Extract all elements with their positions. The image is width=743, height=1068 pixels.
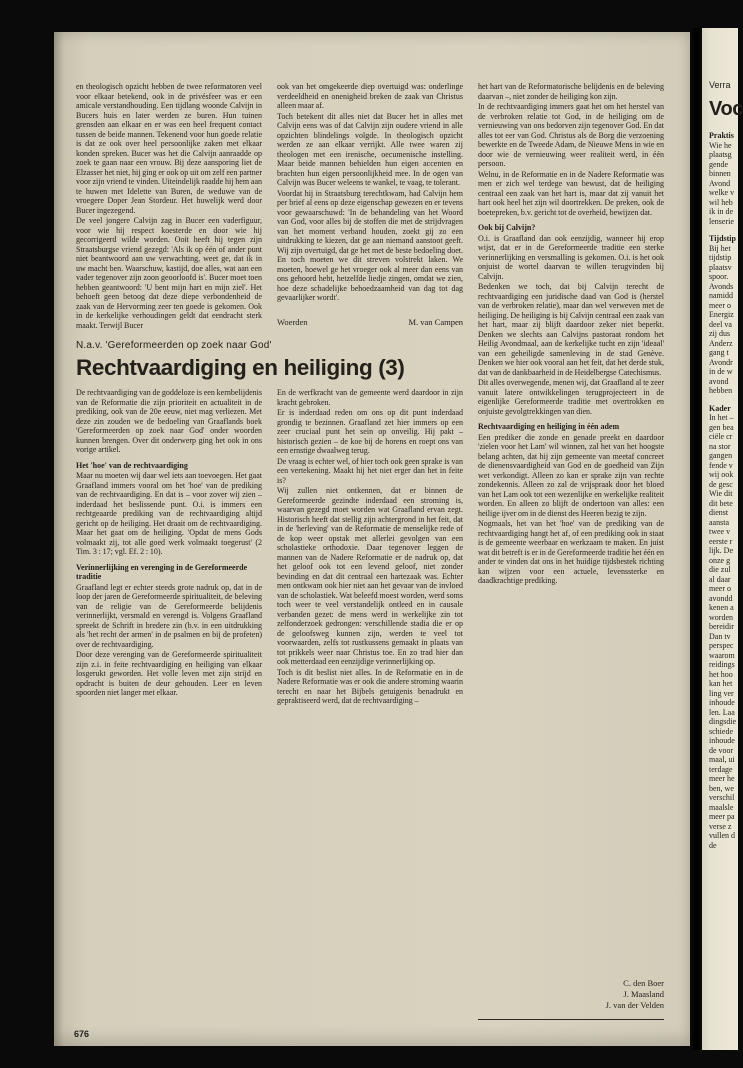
clipped-text-line: wil heb [709, 197, 733, 207]
clipped-text-line: kan het [709, 679, 733, 688]
clipped-text-line: zij dus [709, 329, 731, 338]
clipped-text-line: gende [709, 159, 729, 169]
signature-line: C. den Boer [623, 978, 664, 988]
paragraph: De rechtvaardiging van de goddeloze is een kernbelijdenis van de Reformatie die zijn prioriteit en actualiteit in de prediking, ook van de 20e eeuw, niet mag verliezen. Met deze zin zouden we de bedoeling van Graaflands boek 'Gereformeerden op zoek naar God' onder woorden kunnen brengen. Over dit onderwerp ging het ook in ons vorige artikel. [76, 388, 262, 454]
clipped-text-line: die zul [709, 565, 731, 574]
page-number: 676 [74, 1029, 90, 1039]
right-page-section-lines [709, 244, 738, 396]
right-page-subhead: Kader [709, 403, 731, 413]
clipped-text-line: Dan tv [709, 631, 731, 641]
article-end-rule [478, 1019, 664, 1020]
clipped-text-line: avondd [709, 593, 733, 603]
clipped-text-line: terdage [709, 764, 733, 774]
section-subhead: Het 'hoe' van de rechtvaardiging [76, 460, 188, 470]
right-page-section-lines [709, 141, 738, 227]
clipped-text-line: dingsdie [709, 717, 737, 726]
clipped-text-line: Avondr [709, 357, 733, 367]
signature-author: M. van Campen [408, 316, 463, 327]
paragraph: Wij zullen niet ontkennen, dat er binnen de Gereformeerde gezindte inderdaad een stroming is, waarvan gezegd moet worden wat Graafland ervan zegt. Historisch heeft dat stellig zijn achtergrond in het feit, dat in de 'herleving' van de Reformatie de menselijke rede of de kop weer opstak met allerlei gevolgen van een scholastieke orthodoxie. Daar tegenover leggen de mannen van de Nadere Reformatie er de nadruk op, dat het geloof ook tot een levend geloof, niet zonder bevinding en dat dit centraal een hartezaak was. Echter men ontkwam ook hier niet aan het gevaar van de invloed van de scholastiek. Wat beleefd moest worden, werd soms toch weer te veel verstandelijk ontleed en in causale verbanden gezet: de mens werd in werkelijke zin tot zelfonderzoek gedrongen: verschillende stadia die er op de geloofsweg kunnen zijn, werden te veel tot voorwaarden, zelfs tot rustkussens gemaakt in plaats van tot prikkels weer naar Christus toe. En zo trad hier dan ook metterdaad een eenzijdige verinnerlijking op. [277, 486, 463, 666]
main-article-column-1 [76, 388, 262, 1022]
clipped-text-line: binnen [709, 169, 731, 178]
signature-line: J. van der Velden [605, 1000, 664, 1010]
scanned-page-right-partial [702, 28, 743, 1050]
clipped-text-line: ik in de [709, 207, 733, 216]
clipped-text-line: reidings [709, 660, 735, 669]
paragraph: Bedenken we toch, dat bij Calvijn terecht de rechtvaardiging een juridische daad van God is (herstel van de verbroken relatie), maar dan wel verweven met de heiliging. De heiliging is bij Calvijn centraal een zaak van het hart, maar zij blijft daardoor zeker niet beperkt. Denken we slechts aan Calvijns pastoraat rondom het Heilig Avondmaal, aan de kerkelijke tucht en zijn 'ideaal' van een geheiligde samenleving in de stad Genève. Denken we hier ook vooral aan het feit, dat het derde stuk, dat van de dankbaarheid in de Heidelbergse Catechismus. [478, 282, 664, 377]
right-page-subhead: Tijdstip [709, 234, 736, 243]
clipped-text-line: schiede [709, 726, 733, 736]
clipped-text-line: meer he [709, 774, 735, 783]
paragraph: Nogmaals, het van het 'hoe' van de prediking van de rechtvaardiging hangt het af, of een prediking ook in staat is de gemeente weerbaar en werkzaam te maken. En juist wat dit betreft is er in de Gereformeerde traditie het één en ander te vinden dat ons in het huidige tijdsbestek richting kan wijzen voor een actuele, levenssterke en daadkrachtige prediking. [478, 519, 664, 585]
main-article-column-2 [277, 388, 463, 1022]
clipped-text-line: Avonds [709, 281, 734, 291]
clipped-text-line: dienst [709, 508, 729, 517]
clipped-text-line: lenserie [709, 216, 734, 226]
paragraph: Welnu, in de Reformatie en in de Nadere Reformatie was men er zich wel terdege van bewust, dat de heiliging centraal een zaak van het hart is, maar dat zij vanuit het hart ook heel het zijn wil doortrekken. De preken, ook de boetepreken, b.v. gericht tot de overheid, bewijzen dat. [478, 169, 664, 217]
section-subhead: Verinnerlijking en verenging in de Gereformeerde traditie [76, 562, 248, 581]
right-page-section-lines [709, 413, 738, 850]
clipped-text-line: tijdstip [709, 253, 732, 262]
clipped-text-line: al daar [709, 574, 731, 584]
clipped-text-line: perspec [709, 641, 734, 650]
clipped-text-line: In het – [709, 413, 734, 422]
clipped-text-line: dit bete [709, 498, 733, 508]
clipped-text-line: verschil [709, 793, 735, 802]
clipped-text-line: gang t [709, 348, 729, 357]
clipped-text-line: waarom [709, 650, 735, 660]
clipped-text-line: meer pa [709, 812, 735, 821]
clipped-text-line: het hoo [709, 669, 733, 679]
clipped-text-line: plaatsv [709, 262, 732, 272]
clipped-text-line: len. Laa [709, 707, 735, 717]
paragraph: ook van het omgekeerde diep overtuigd was: onderlinge verdeeldheid en onenigheid breken de zaak van Christus alleen maar af. [277, 82, 463, 110]
article-kicker: N.a.v. 'Gereformeerden op zoek naar God' [76, 340, 272, 351]
right-page-subhead: Praktis [709, 131, 734, 140]
top-article-column-1 [76, 82, 262, 330]
book-gutter-shadow [690, 28, 702, 1050]
paragraph: Graafland legt er echter steeds grote nadruk op, dat in de loop der jaren de Gereformeerde spiritualiteit, de beleving van de religie van de Gereformeerde belijdenis verinnerlijkt, versmald en verengd is. Volgens Graafland spreekt de Schrift in bredere zin (b.v. in een uitdrukking als 'het recht der armen' in de psalmen en bij de profeten) over de rechtvaardiging. [76, 582, 262, 649]
top-article-signature-row [277, 317, 463, 327]
clipped-text-line: meer o [709, 584, 731, 593]
main-article-column-3 [478, 82, 664, 1022]
clipped-text-line: spoor. [709, 272, 729, 281]
section-subhead: Ook bij Calvijn? [478, 223, 536, 232]
clipped-text-line: inhoude [709, 698, 735, 707]
clipped-text-line: meer o [709, 300, 731, 310]
section-subhead: Rechtvaardiging en heiliging in één adem [478, 422, 620, 431]
clipped-text-line: maal, ui [709, 755, 735, 764]
clipped-text-line: bereidir [709, 622, 734, 631]
clipped-text-line: Bij het [709, 243, 731, 253]
clipped-text-line: Wie dit [709, 489, 733, 498]
main-article-column-3-text [478, 82, 664, 586]
clipped-text-line: Energiz [709, 310, 734, 319]
clipped-text-line: twee v [709, 527, 731, 536]
right-page-kicker: Verra [709, 80, 731, 90]
paragraph: Dit alles overwegende, menen wij, dat Graafland al te zeer vanuit latere ontwikkelingen terugprojecteert in de eigenlijke Gereformeerde traditie met overtrokken en onjuiste gevolgtrekkingen van dien. [478, 378, 664, 416]
paragraph: En de werfkracht van de gemeente werd daardoor in zijn kracht gebroken. [277, 388, 463, 407]
clipped-text-line: maalsle [709, 802, 734, 812]
clipped-text-line: Wie he [709, 140, 732, 150]
paragraph: O.i. is Graafland dan ook eenzijdig, wanneer hij erop wijst, dat er in de Gereformeerde traditie een sterke verinnerlijking en versmalling is gekomen. O.i. is het ook onjuist de wortel daarvan te willen terugvinden bij Calvijn. [478, 233, 664, 281]
clipped-text-line: de gesc [709, 479, 733, 489]
clipped-text-line: gangen [709, 451, 733, 460]
clipped-text-line: wij ook [709, 470, 734, 479]
paragraph: Toch betekent dit alles niet dat Bucer het in alles met Calvijn eens was of dat Calvijn zijn oudere vriend in alle opzichten blindelings volgde. In theologisch opzicht werden ze aan elkaar verrijkt. Alle twee waren zij theologen met een irenische, oecumenische instelling. Maar beide mannen behielden hun eigen accenten en brachten hun eigen persoonlijkheid mee. In de ogen van Calvijn was Bucer weleens te wankel, te vaag, te tolerant. [277, 111, 463, 187]
page-content-grid [76, 82, 664, 1022]
paragraph: Een prediker die zonde en genade preekt en daardoor 'zielen voor het Lam' wil winnen, zal het van het hoogste belang achten, dat hij zijn gemeente van meetaf concreet de dienensvaardigheid van God en de goedheid van Zijn wet verkondigt. Alleen zo kan er sprake zijn van rechte zondekennis. Alleen zo zal de vrijspraak door het bloed van het Lam ook tot een wezenlijke en werkelijke realiteit worden. En alleen zo blijft de ondertoon van alles: een heilige ijver om in de dienst des Heeren bezig te zijn. [478, 432, 664, 518]
paragraph: Maar nu moeten wij daar wel iets aan toevoegen. Het gaat Graafland immers vooral om het 'hoe' van de prediking van de rechtvaardiging. En dat is – voor zover wij zien – inderdaad het beslissende punt. O.i. is immers een rechtgeaarde prediking van de rechtvaardiging altijd gericht op de heiliging. Het draait om de rechtvaardiging. Maar het gaat om de heiliging. 'Opdat de mens Gods volmaakt zij, tot alle goed werk volmaakt toegerust' (2 Tim. 3 : 17; vgl. Ef. 2 : 10). [76, 471, 262, 556]
clipped-text-line: onze g [709, 555, 731, 565]
main-article-header [76, 330, 463, 388]
clipped-text-line: in de w [709, 367, 733, 376]
clipped-text-line: ben, we [709, 783, 734, 793]
signature-line: J. Maasland [623, 989, 664, 999]
clipped-text-line: lijk. De [709, 546, 733, 555]
clipped-text-line: inhoude [709, 736, 735, 745]
clipped-text-line: eerste r [709, 536, 733, 546]
clipped-text-line: na stor [709, 441, 731, 451]
paragraph: In de rechtvaardiging immers gaat het om het herstel van de verbroken relatie tot God, in de heiliging om de vernieuwing van ons bedorven zijn tegenover God. En dat alles tot eer van God. Christus als de Borg die verzoening bewerkte en de Tweede Adam, de Nieuwe Mens in wie en door wie de vernieuwing weer realiteit werd, in één persoon. [478, 102, 664, 168]
paragraph: De vraag is echter wel, of hier toch ook geen sprake is van een vertekening. Maakt hij het niet erger dan het in feite is? [277, 456, 463, 485]
clipped-text-line: gen bea [709, 422, 734, 432]
main-article-signatures [478, 970, 664, 1011]
clipped-text-line: ling ver [709, 688, 734, 698]
scanned-page-left [54, 32, 690, 1046]
clipped-text-line: Avond [709, 178, 731, 188]
right-page-title: Voc [709, 98, 743, 120]
clipped-text-line: hebben [709, 386, 733, 395]
clipped-text-line: kenen a [709, 603, 734, 612]
clipped-text-line: vullen d [709, 831, 735, 840]
right-page-clipped-text [702, 80, 743, 850]
clipped-text-line: welke v [709, 188, 735, 197]
clipped-text-line: de voor [709, 745, 734, 755]
article-title: Rechtvaardiging en heiliging (3) [76, 355, 405, 380]
clipped-text-line: plaatsg [709, 150, 732, 159]
clipped-text-line: aansta [709, 517, 729, 527]
signature-place: Woerden [277, 316, 308, 327]
top-article-column-2 [277, 82, 463, 330]
paragraph: Door deze verenging van de Gereformeerde spiritualiteit zijn z.i. in feite rechtvaardiging en heiliging van elkaar losgerukt geworden. Het volle leven met zijn strijd en opdracht is buiten de deur gehouden. Leer en leven spoorden niet langer met elkaar. [76, 650, 262, 697]
clipped-text-line: ciële cr [709, 432, 733, 441]
paragraph: Toch is dit beslist niet alles. In de Reformatie en in de Nadere Reformatie was er ook die andere stroming waarin terecht en naar het Bijbels getuigenis benadrukt en gepraktiseerd werd, dat de rechtvaardiging – [277, 667, 463, 705]
clipped-text-line: fende v [709, 460, 733, 470]
paragraph: Er is inderdaad reden om ons op dit punt inderdaad grondig te bezinnen. Graafland zet hier immers op een zeer cruciaal punt het sein op onveilig. Hij pakt – historisch gezien – de koe bij de horens en roept ons van een ernstige dwaalweg terug. [277, 408, 463, 455]
paragraph: en theologisch opzicht hebben de twee reformatoren veel voor elkaar betekend, ook in de privésfeer was er een amicale verstandhouding. Een tijdlang woonde Calvijn in Bucers huis en later werden ze buren. Hun tuinen grensden aan elkaar en er was een heel frequent contact tussen de beide mannen. Tekenend voor hun goede relatie is dat ze ook over heel persoonlijke zaken met elkaar konden spreken. Bucer was het die Calvijn aanraadde op zoek te gaan naar een vrouw. Bij deze aansporing liet de Elzasser het niet, hij ging er ook op uit om zelf een partner voor zijn vriend te vinden. Uiteindelijk raadde hij hem aan te huwen met Idelette van Buren, de weduwe van de vroegere Doper Jean Stordeur. Het huwelijk werd door Bucer ingezegend. [76, 82, 262, 215]
clipped-text-line: Anderz [709, 338, 733, 348]
paragraph: De veel jongere Calvijn zag in Bucer een vaderfiguur, voor wie hij respect koesterde en door wie hij gecorrigeerd wilde worden. Ooit heeft hij tegen zijn Straatsburgse vriend gezegd: 'Als ik op één of ander punt niet beantwoord aan uw verwachting, weet ge, dat ik in uw macht ben. Waarschuw, kastijd, doe alles, wat aan een vader tegenover zijn zoon geoorloofd is'. Bucer moet toen hebben geantwoord: 'U bent mijn hart en mijn ziel'. Het behoeft geen betoog dat deze diepe verbondenheid de zaak van de Hervorming zeer ten goede is gekomen. Ook in de kerkelijke verhoudingen geldt dat eendracht sterk maakt. Terwijl Bucer [76, 216, 262, 330]
clipped-text-line: namidd [709, 291, 733, 300]
clipped-text-line: verse z [709, 821, 732, 831]
clipped-text-line: de [709, 840, 717, 850]
top-article-column-2-text [277, 82, 463, 303]
clipped-text-line: avond [709, 376, 729, 386]
clipped-text-line: deel va [709, 319, 732, 329]
paragraph: Voordat hij in Straatsburg terechtkwam, had Calvijn hem per brief al eens op deze eigenschap gewezen en er tevens voor gewaarschuwd: 'In de behandeling van het Woord van God, voor alles bij de stoffen die met de strijdvragen van het moment verband houden, zoekt gij zo een uitdrukking te kiezen, dat ge aan niemand aanstoot geeft. Wij zijn overtuigd, dat ge het met de beste bedoeling doet. En toch moeten we dit streven volstrekt laken. We moeten, hoewel ge het vroeger ook al meer dan eens van ons gehoord hebt, hetzelfde liedje zingen, omdat we zien, hoe deze schadelijke behoedzaamheid van dag tot dag gevaarlijker wordt'. [277, 188, 463, 302]
paragraph: het hart van de Reformatorische belijdenis en de beleving daarvan –, niet zonder de heiliging kon zijn. [478, 82, 664, 101]
clipped-text-line: worden [709, 612, 733, 622]
